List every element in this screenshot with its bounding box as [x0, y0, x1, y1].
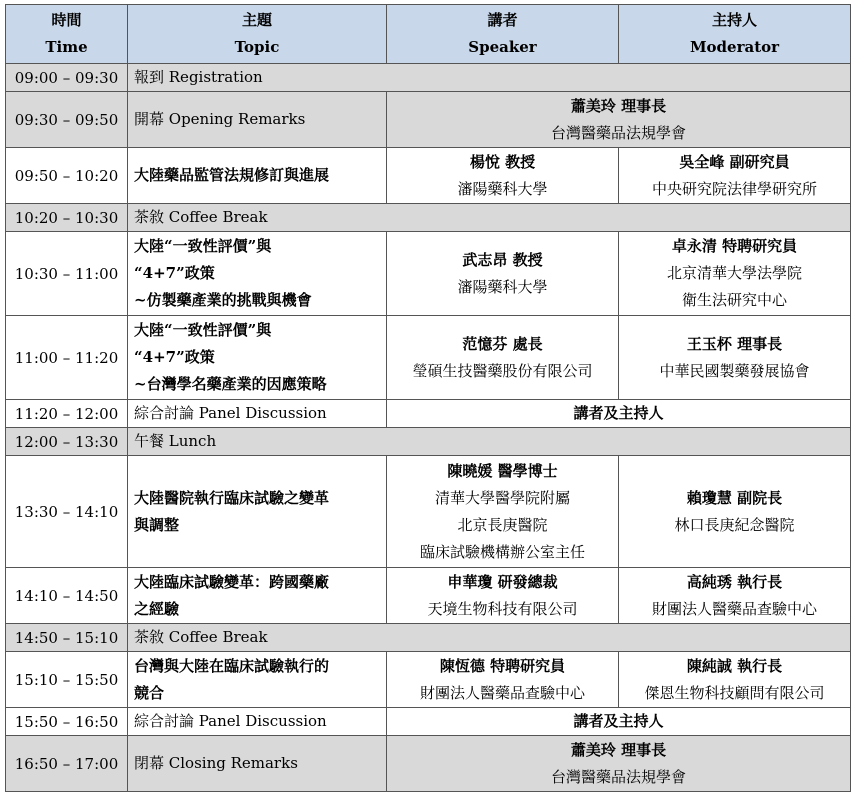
person-affiliation: 財團法人醫藥品查驗中心 [419, 683, 585, 702]
moderator-cell [619, 148, 851, 204]
topic-line: 大陸“一致性評價”與 [134, 237, 272, 255]
topic-text: 報到 Registration [134, 68, 263, 86]
speaker-cell [387, 148, 619, 204]
topic-cell [128, 232, 387, 316]
agenda-body [6, 64, 851, 792]
person-affiliation: 臨床試驗機構辦公室主任 [419, 542, 585, 561]
topic-cell [128, 64, 851, 92]
time-cell: 15:10 – 15:50 [6, 652, 128, 708]
moderator-cell [619, 568, 851, 624]
topic-cell [128, 568, 387, 624]
person-affiliation: 財團法人醫藥品查驗中心 [651, 599, 817, 618]
topic-cell [128, 652, 387, 708]
topic-text: 綜合討論 Panel Discussion [134, 404, 327, 422]
header-speaker [387, 5, 619, 64]
topic-line: 大陸醫院執行臨床試驗之變革 [134, 488, 330, 507]
person-affiliation: 清華大學醫學院附屬 [434, 488, 570, 507]
person-affiliation: 中華民國製藥發展協會 [659, 361, 810, 380]
agenda-row [6, 624, 851, 652]
speaker-cell [387, 456, 619, 568]
person-name: 陳恆德 特聘研究員 [439, 656, 566, 675]
time-cell: 15:50 – 16:50 [6, 708, 128, 736]
time-cell: 09:00 – 09:30 [6, 64, 128, 92]
topic-text: 開幕 Opening Remarks [134, 110, 306, 128]
agenda-row [6, 736, 851, 792]
header-time [6, 5, 128, 64]
time-cell: 13:30 – 14:10 [6, 456, 128, 568]
topic-cell [128, 708, 387, 736]
agenda-row [6, 232, 851, 316]
person-name: 范憶芬 處長 [462, 334, 543, 353]
speaker-moderator-cell [387, 92, 851, 148]
header-moderator [619, 5, 851, 64]
speaker-moderator-cell [387, 400, 851, 428]
person-affiliation: 北京長庚醫院 [457, 515, 548, 534]
person-name: 陳曉媛 醫學博士 [447, 461, 558, 480]
agenda-row [6, 316, 851, 400]
person-affiliation: 中央研究院法律學研究所 [651, 179, 817, 198]
header-time-en: Time [45, 38, 88, 56]
time-cell: 10:30 – 11:00 [6, 232, 128, 316]
moderator-cell [619, 652, 851, 708]
person-name: 講者及主持人 [573, 404, 664, 422]
speaker-moderator-cell [387, 708, 851, 736]
topic-line: 大陸“一致性評價”與 [134, 321, 272, 339]
person-name: 講者及主持人 [573, 712, 664, 730]
agenda-row [6, 652, 851, 708]
person-affiliation: 北京清華大學法學院 [666, 264, 802, 282]
header-moderator-en: Moderator [689, 38, 780, 56]
time-cell: 11:00 – 11:20 [6, 316, 128, 400]
agenda-row [6, 568, 851, 624]
header-topic-en: Topic [234, 38, 280, 56]
topic-cell [128, 624, 851, 652]
person-name: 申華瓊 研發總裁 [447, 572, 558, 591]
topic-text: 綜合討論 Panel Discussion [134, 712, 327, 730]
header-time-zh: 時間 [51, 11, 82, 29]
topic-cell [128, 428, 851, 456]
topic-cell [128, 400, 387, 428]
topic-cell [128, 736, 387, 792]
topic-line: 競合 [134, 683, 165, 702]
topic-line: “4+7”政策 [134, 348, 215, 366]
person-affiliation: 台灣醫藥品法規學會 [550, 123, 686, 142]
person-name: 高純琇 執行長 [686, 572, 783, 591]
topic-text: 午餐 Lunch [134, 432, 217, 450]
agenda-row [6, 708, 851, 736]
agenda-table [5, 4, 851, 792]
time-cell: 11:20 – 12:00 [6, 400, 128, 428]
agenda-row [6, 400, 851, 428]
person-name: 陳純誠 執行長 [686, 656, 783, 675]
person-affiliation: 瀋陽藥科大學 [457, 277, 548, 296]
agenda-row [6, 92, 851, 148]
agenda-row [6, 148, 851, 204]
topic-cell [128, 92, 387, 148]
moderator-cell [619, 456, 851, 568]
moderator-cell [619, 316, 851, 400]
header-speaker-en: Speaker [468, 38, 537, 56]
speaker-cell [387, 232, 619, 316]
person-affiliation: 天境生物科技有限公司 [427, 599, 578, 618]
person-affiliation: 瑩碩生技醫藥股份有限公司 [412, 361, 593, 380]
topic-line: ~台灣學名藥產業的因應策略 [134, 375, 327, 393]
topic-cell [128, 204, 851, 232]
header-topic [128, 5, 387, 64]
header-speaker-zh: 講者 [487, 11, 518, 29]
topic-text: 閉幕 Closing Remarks [134, 754, 298, 772]
agenda-row [6, 204, 851, 232]
topic-line: “4+7”政策 [134, 264, 215, 282]
header-moderator-zh: 主持人 [711, 11, 757, 29]
person-name: 蕭美玲 理事長 [570, 96, 667, 115]
header-row [6, 5, 851, 64]
topic-text: 茶敘 Coffee Break [134, 208, 268, 226]
speaker-moderator-cell [387, 736, 851, 792]
topic-line: 大陸臨床試驗變革：跨國藥廠 [134, 572, 330, 591]
time-cell: 14:50 – 15:10 [6, 624, 128, 652]
time-cell: 09:30 – 09:50 [6, 92, 128, 148]
person-affiliation: 傑恩生物科技顧問有限公司 [644, 683, 825, 702]
speaker-cell [387, 652, 619, 708]
person-name: 武志昂 教授 [462, 250, 543, 269]
time-cell: 16:50 – 17:00 [6, 736, 128, 792]
person-affiliation: 台灣醫藥品法規學會 [550, 767, 686, 786]
topic-line: ~仿製藥產業的挑戰與機會 [134, 291, 312, 309]
agenda-row [6, 64, 851, 92]
agenda-row [6, 428, 851, 456]
person-name: 賴瓊慧 副院長 [686, 488, 783, 507]
time-cell: 14:10 – 14:50 [6, 568, 128, 624]
moderator-cell [619, 232, 851, 316]
topic-cell [128, 148, 387, 204]
person-affiliation: 瀋陽藥科大學 [457, 179, 548, 198]
topic-text: 茶敘 Coffee Break [134, 628, 268, 646]
person-affiliation: 衛生法研究中心 [681, 291, 787, 309]
time-cell: 09:50 – 10:20 [6, 148, 128, 204]
person-name: 蕭美玲 理事長 [570, 740, 667, 759]
topic-text: 大陸藥品監管法規修訂與進展 [134, 166, 330, 184]
topic-line: 與調整 [134, 515, 180, 534]
person-name: 楊悅 教授 [469, 152, 536, 171]
speaker-cell [387, 568, 619, 624]
person-affiliation: 林口長庚紀念醫院 [674, 515, 795, 534]
topic-line: 之經驗 [134, 599, 180, 618]
topic-cell [128, 456, 387, 568]
person-name: 卓永清 特聘研究員 [671, 237, 798, 255]
agenda-row [6, 456, 851, 568]
header-topic-zh: 主題 [241, 11, 272, 29]
time-cell: 12:00 – 13:30 [6, 428, 128, 456]
speaker-cell [387, 316, 619, 400]
time-cell: 10:20 – 10:30 [6, 204, 128, 232]
person-name: 王玉杯 理事長 [686, 334, 783, 353]
topic-line: 台灣與大陸在臨床試驗執行的 [134, 656, 330, 675]
topic-cell [128, 316, 387, 400]
person-name: 吳全峰 副研究員 [679, 152, 790, 171]
